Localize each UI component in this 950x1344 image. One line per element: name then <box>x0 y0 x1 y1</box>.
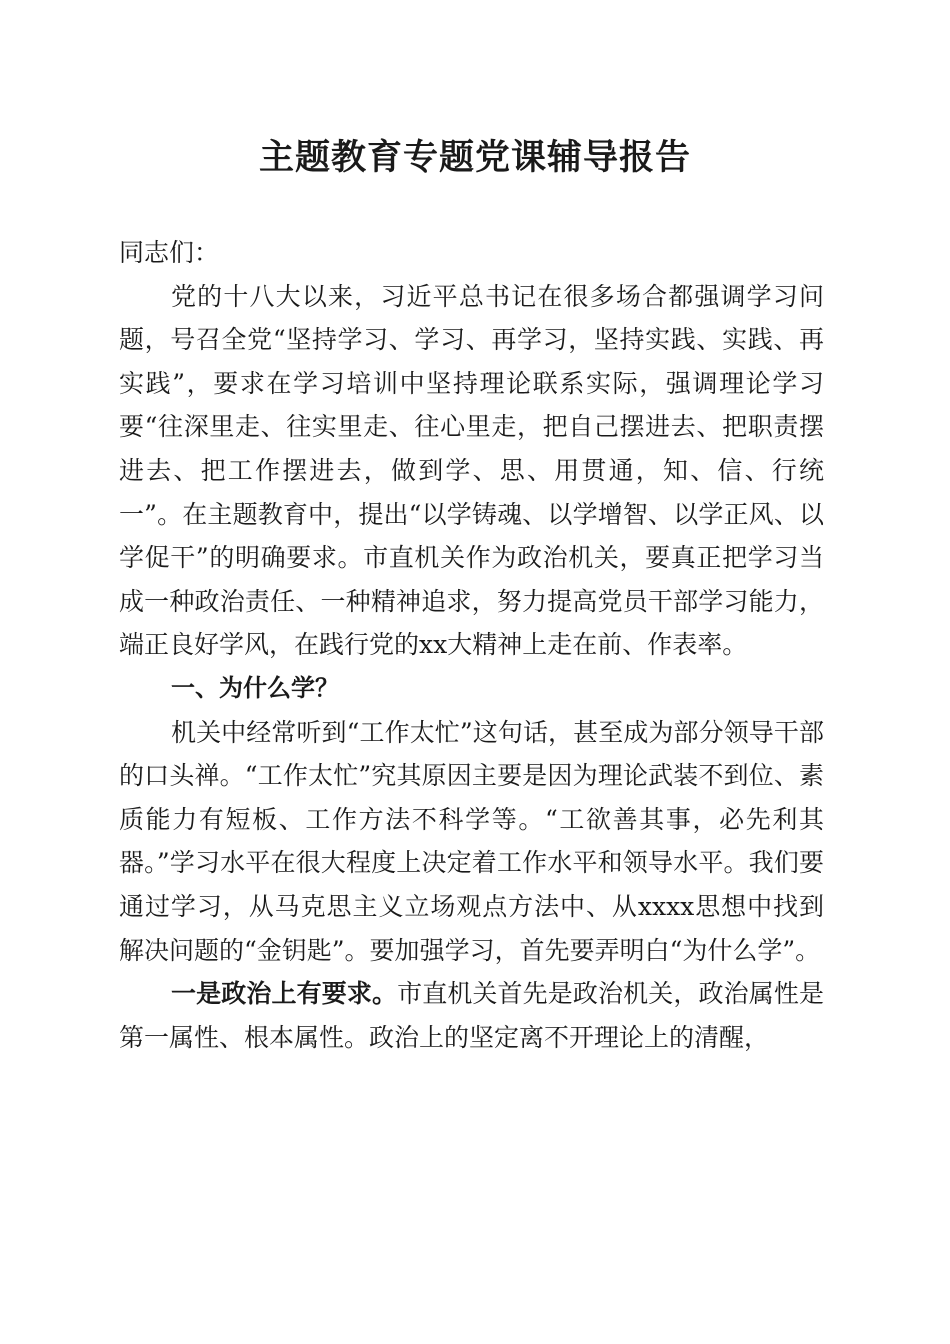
document-title: 主题教育专题党课辅导报告 <box>258 137 691 178</box>
paragraph-body-text: 市直机关首先是政治机关，政治属性是第一属性、根本属性。政治上的坚定离不开理论上的清醒， <box>119 979 824 1052</box>
section-heading-why-learn: 一、为什么学？ <box>171 673 339 702</box>
paragraph-intro: 党的十八大以来，习近平总书记在很多场合都强调学习问题，号召全党“坚持学习、学习、再学习，坚持实践、实践、再实践”，要求在学习培训中坚持理论联系实际，强调理论学习要“往深里走、往实里走、往心里走，把自己摆进去、把职责摆进去、把工作摆进去，做到学、思、用贯通，知、信、行统一”。在主题教育中，提出“以学铸魂、以学增智、以学正风、以学促干”的明确要求。市直机关作为政治机关，要真正把学习当成一种政治责任、一种精神追求，努力提高党员干部学习能力，端正良好学风，在践行党的xx大精神上走在前、作表率。 <box>119 281 824 660</box>
salutation: 同志们： <box>119 238 220 267</box>
document-body <box>119 231 824 1059</box>
paragraph-political-requirement <box>119 972 824 1059</box>
paragraph-lead-phrase: 一是政治上有要求。 <box>171 979 398 1009</box>
paragraph-work-busy: 机关中经常听到“工作太忙”这句话，甚至成为部分领导干部的口头禅。“工作太忙”究其原因主要是因为理论武装不到位、素质能力有短板、工作方法不科学等。“工欲善其事，必先利其器。”学习水平在很大程度上决定着工作水平和领导水平。我们要通过学习，从马克思主义立场观点方法中、从xxxx思想中找到解决问题的“金钥匙”。要加强学习，首先要弄明白“为什么学”。 <box>119 717 824 965</box>
